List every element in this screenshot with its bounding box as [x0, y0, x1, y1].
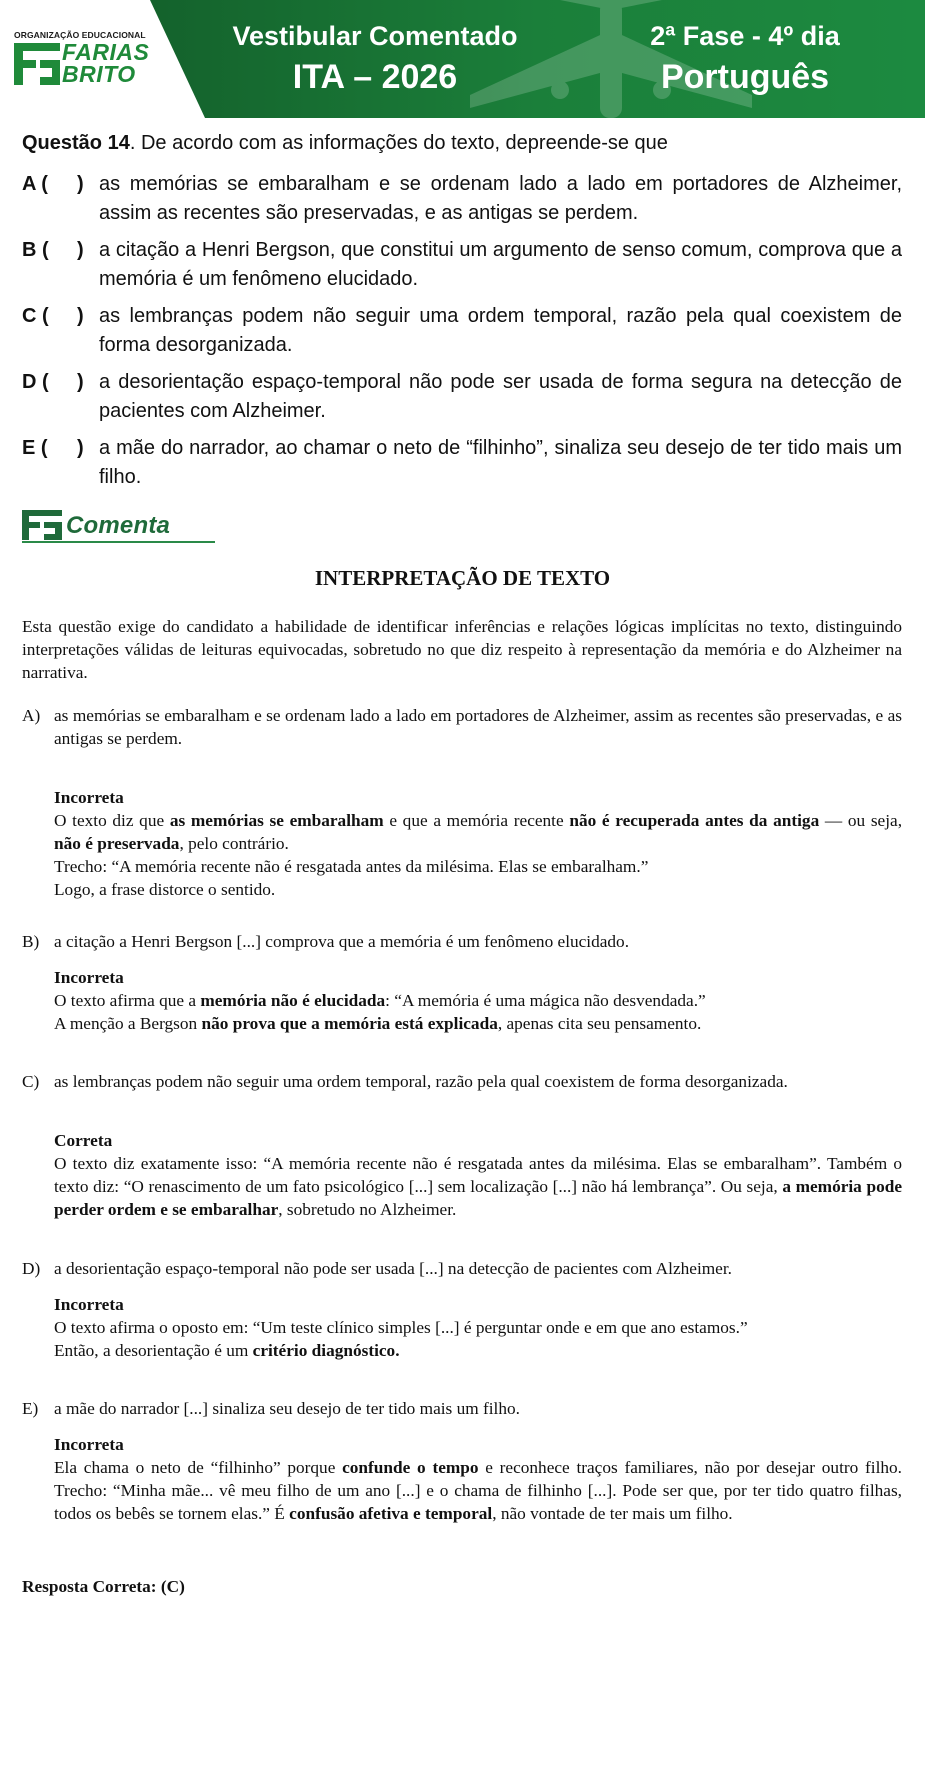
fb-monogram-icon [22, 510, 62, 540]
item-explanation [54, 1316, 902, 1362]
explanation-paragraph [54, 1012, 902, 1035]
header-exam: ITA – 2026 [292, 58, 458, 96]
item-letter: A) [22, 706, 41, 725]
option-letter: B ( [22, 239, 49, 261]
explanation-paragraph [54, 1339, 902, 1362]
option-paren: ) [77, 239, 84, 261]
fb-monogram-icon [14, 43, 60, 85]
commentary-item-b [22, 930, 902, 1033]
bold-run: não prova que a memória está explicada [201, 1014, 498, 1033]
commentary-intro: Esta questão exige do candidato a habilidade de identificar inferências e relações lógicas implícitas no texto, distinguindo interpretações válidas de leituras equivocadas, sobretudo no que diz respeito à representação da memória e do Alzheimer na narrativa. [22, 617, 902, 682]
option-d [22, 368, 902, 426]
item-letter: D) [22, 1259, 41, 1278]
header-subject: Português [660, 58, 830, 96]
text-run: , apenas cita seu pensamento. [497, 1014, 702, 1033]
bold-run: confusão afetiva e temporal [289, 1504, 493, 1523]
logo-brand-line2: BRITO [62, 61, 136, 87]
question-number: Questão 14 [22, 132, 130, 154]
explanation-paragraph: O texto afirma o oposto em: “Um teste clínico simples [...] é perguntar onde e em que ano estamos.” [54, 1318, 748, 1337]
item-verdict: Incorreta [54, 1435, 124, 1454]
option-letter: E ( [22, 437, 48, 459]
commentary-item-a [22, 704, 903, 899]
option-letter: D ( [22, 371, 49, 393]
item-explanation [54, 809, 902, 901]
item-explanation [54, 989, 902, 1035]
option-paren: ) [77, 437, 84, 459]
question-block [22, 130, 902, 500]
bold-run: não é preservada [54, 834, 180, 853]
bold-run: memória não é elucidada [200, 991, 386, 1010]
text-run: A menção a Bergson [54, 1014, 202, 1033]
option-text: a citação a Henri Bergson, que constitui um argumento de senso comum, comprova que a memória é um fenômeno elucidado. [99, 239, 902, 290]
item-letter: B) [22, 932, 40, 951]
item-text: a desorientação espaço-temporal não pode ser usada [...] na detecção de pacientes com Alzheimer. [54, 1259, 732, 1278]
item-verdict: Correta [54, 1131, 113, 1150]
text-run: , não vontade de ter mais um filho. [492, 1504, 733, 1523]
bold-run: confunde o tempo [342, 1458, 479, 1477]
text-run: , pelo contrário. [179, 834, 289, 853]
option-text: as lembranças podem não seguir uma ordem temporal, razão pela qual coexistem de forma desorganizada. [99, 305, 902, 356]
item-text: a mãe do narrador [...] sinaliza seu desejo de ter tido mais um filho. [54, 1399, 520, 1418]
item-verdict: Incorreta [54, 1295, 124, 1314]
item-verdict: Incorreta [54, 968, 124, 987]
explanation-paragraph: Trecho: “A memória recente não é resgatada antes da milésima. Elas se embaralham.” [54, 857, 649, 876]
text-run: : “A memória é uma mágica não desvendada.” [385, 991, 706, 1010]
item-text: a citação a Henri Bergson [...] comprova que a memória é um fenômeno elucidado. [54, 932, 630, 951]
question-stem-text: . De acordo com as informações do texto, depreende-se que [129, 132, 668, 154]
text-run: e que a memória recente [383, 811, 570, 830]
commentary-item-c [22, 1070, 902, 1219]
text-run: Ela chama o neto de “filhinho” porque [54, 1458, 343, 1477]
text-run: O texto diz exatamente isso: “A memória recente não é resgatada antes da milésima. Elas se embaralham”. Também o texto diz: “O renascimento de um fato psicológico [...] sem localização [...] não há lembrança”. Ou seja, [54, 1154, 902, 1196]
farias-brito-logo [14, 30, 164, 92]
option-text: as memórias se embaralham e se ordenam lado a lado em portadores de Alzheimer, assim as recentes são preservadas, e as antigas se perdem. [99, 173, 902, 224]
question-stem [22, 130, 902, 156]
item-letter: C) [22, 1072, 40, 1091]
item-letter: E) [22, 1399, 39, 1418]
page-header [0, 0, 925, 118]
option-letter: A ( [22, 173, 48, 195]
item-text: as memórias se embaralham e se ordenam lado a lado em portadores de Alzheimer, assim as recentes são preservadas, e as antigas se perdem. [54, 706, 902, 748]
item-explanation [54, 1456, 902, 1525]
text-run: Então, a desorientação é um [54, 1341, 253, 1360]
bold-run: a memória pode perder ordem e se embaralhar [54, 1177, 902, 1219]
explanation-paragraph [54, 809, 902, 855]
option-letter: C ( [22, 305, 49, 327]
text-run: e reconhece traços familiares, não por desejar outro filho. Trecho: “Minha mãe... vê meu filho de um ano [...] e o chama de filhinho [...]. Pode ser que, por ter tido quatro filhas, todos os bebês se tornem elas.” É [54, 1458, 902, 1523]
explanation-paragraph [54, 1152, 902, 1221]
comenta-logo [22, 508, 217, 544]
item-verdict: Incorreta [54, 788, 124, 807]
option-text: a desorientação espaço-temporal não pode ser usada de forma segura na detecção de pacientes com Alzheimer. [99, 371, 902, 422]
option-c [22, 302, 902, 360]
commentary-title: INTERPRETAÇÃO DE TEXTO [314, 566, 611, 590]
text-run: O texto diz que [54, 811, 170, 830]
text-run: , sobretudo no Alzheimer. [278, 1200, 457, 1219]
explanation-paragraph [54, 1456, 902, 1525]
explanation-paragraph: Logo, a frase distorce o sentido. [54, 880, 276, 899]
text-run: — ou seja, [819, 811, 903, 830]
bold-run: as memórias se embaralham [169, 811, 384, 830]
text-run: O texto afirma que a [54, 991, 201, 1010]
option-text: a mãe do narrador, ao chamar o neto de “filhinho”, sinaliza seu desejo de ter tido mais um filho. [99, 437, 902, 488]
bold-run: critério diagnóstico. [252, 1341, 400, 1360]
item-text: as lembranças podem não seguir uma ordem temporal, razão pela qual coexistem de forma desorganizada. [54, 1072, 788, 1091]
explanation-paragraph [54, 989, 902, 1012]
option-b [22, 236, 902, 294]
comenta-label: Comenta [66, 512, 171, 539]
option-e [22, 434, 902, 492]
commentary-item-e [22, 1397, 902, 1523]
bold-run: não é recuperada antes da antiga [569, 811, 820, 830]
option-paren: ) [77, 371, 84, 393]
logo-brand-line1: FARIAS [62, 39, 150, 65]
item-explanation [54, 1152, 902, 1221]
logo-org-label: ORGANIZAÇÃO EDUCACIONAL [14, 30, 146, 40]
commentary-item-d [22, 1257, 902, 1360]
header-title: Vestibular Comentado [232, 21, 518, 51]
option-a [22, 170, 902, 228]
option-paren: ) [77, 305, 84, 327]
header-phase: 2ª Fase - 4º dia [650, 21, 840, 51]
correct-answer: Resposta Correta: (C) [22, 1577, 185, 1596]
option-paren: ) [77, 173, 84, 195]
comenta-underline [22, 541, 215, 543]
